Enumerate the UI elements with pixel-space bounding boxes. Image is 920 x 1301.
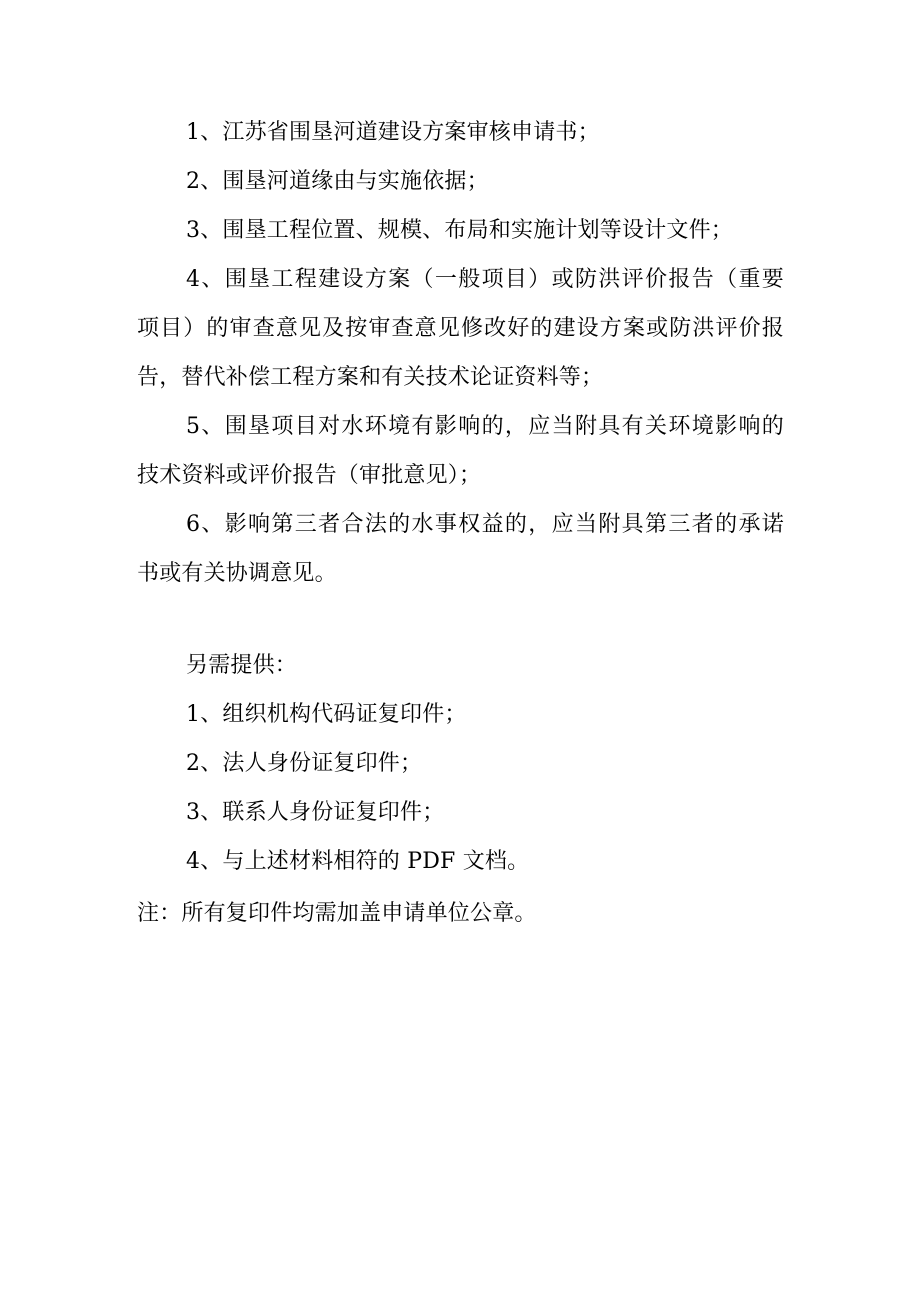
requirement-4-line-3: 告，替代补偿工程方案和有关技术论证资料等；	[137, 365, 604, 390]
requirement-2: 2、围垦河道缘由与实施依据；	[186, 169, 489, 194]
requirement-4-line-2: 项目）的审查意见及按审查意见修改好的建设方案或防洪评价报	[137, 316, 784, 341]
additional-item-3: 3、联系人身份证复印件；	[186, 800, 445, 825]
note: 注：所有复印件均需加盖申请单位公章。	[137, 901, 537, 926]
additional-item-1: 1、组织机构代码证复印件；	[186, 702, 467, 727]
requirement-6-line-2: 书或有关协调意见。	[137, 561, 337, 586]
requirement-6-line-1: 6、影响第三者合法的水事权益的，应当附具第三者的承诺	[186, 512, 784, 537]
requirement-5-line-2: 技术资料或评价报告（审批意见）；	[137, 463, 482, 488]
additional-item-2: 2、法人身份证复印件；	[186, 751, 423, 776]
requirement-1: 1、江苏省围垦河道建设方案审核申请书；	[186, 120, 600, 145]
additional-heading: 另需提供：	[186, 653, 298, 678]
requirement-4-line-1: 4、围垦工程建设方案（一般项目）或防洪评价报告（重要	[186, 267, 784, 292]
requirement-3: 3、围垦工程位置、规模、布局和实施计划等设计文件；	[186, 218, 733, 243]
additional-item-4: 4、与上述材料相符的 PDF 文档。	[186, 849, 530, 874]
requirement-5-line-1: 5、围垦项目对水环境有影响的，应当附具有关环境影响的	[186, 414, 784, 439]
